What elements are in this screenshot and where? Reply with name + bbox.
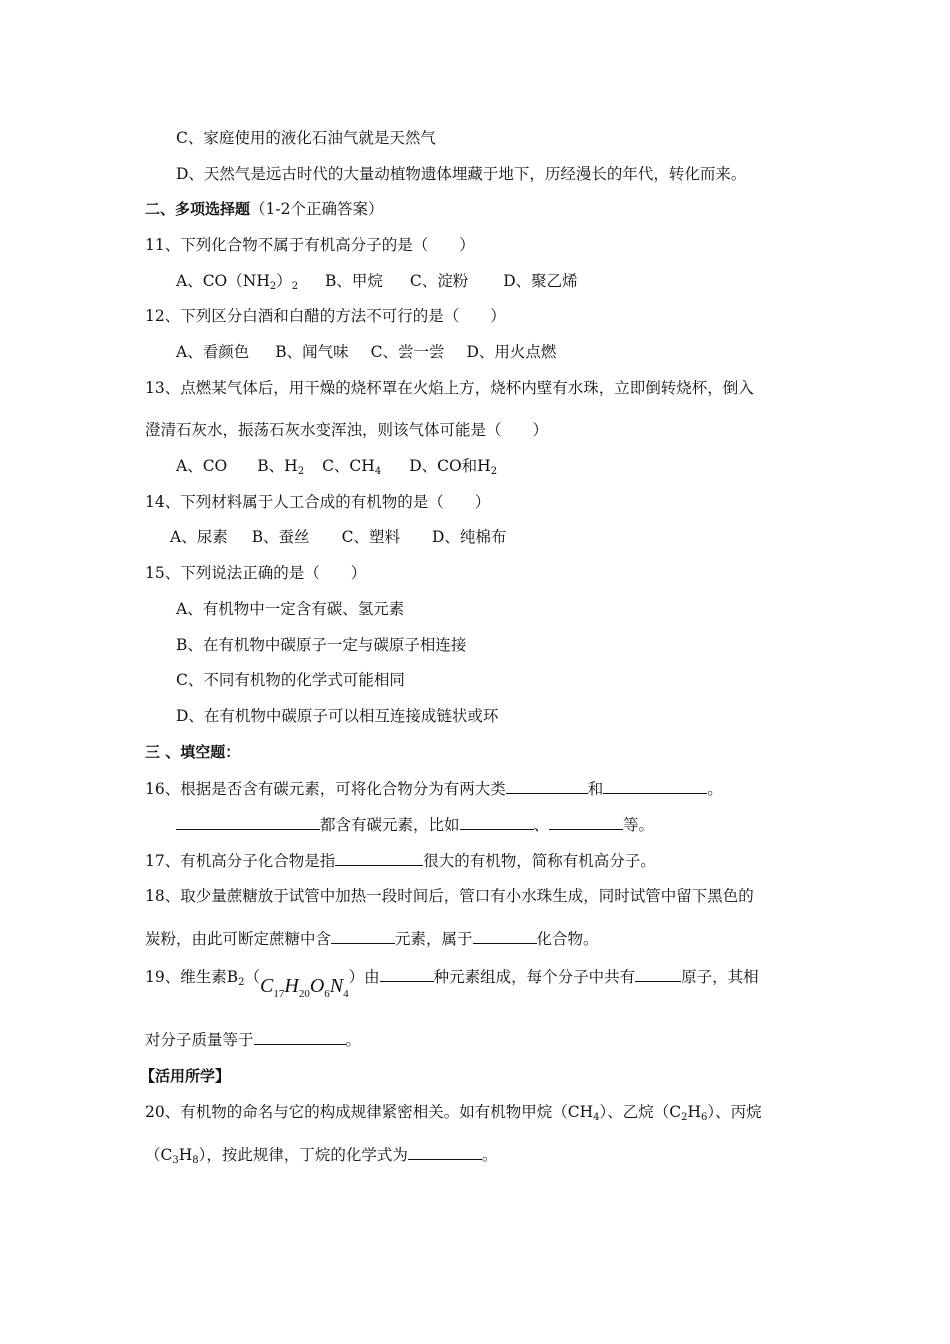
q14-option-d: D、纯棉布: [431, 528, 507, 546]
q16-blank-5[interactable]: [549, 814, 623, 830]
q17-text-1: 17、有机高分子化合物是指: [145, 852, 336, 870]
q13-option-d-sub: 2: [490, 466, 498, 477]
q13-option-b-sub: 2: [297, 466, 305, 477]
option-d-line: D、天然气是远古时代的大量动植物遗体埋藏于地下，历经漫长的年代，转化而来。: [176, 165, 747, 183]
q14-option-a: A、尿素: [170, 528, 228, 546]
q20-text-5: （C: [145, 1146, 173, 1164]
q19-text-5: 原子，其相: [681, 968, 759, 986]
q15-option-a: A、有机物中一定含有碳、氢元素: [176, 600, 405, 618]
q13-option-d: D、CO和H: [409, 457, 491, 475]
q11-option-d: D、聚乙烯: [503, 272, 578, 290]
q18-blank-2[interactable]: [473, 928, 537, 944]
q18-blank-1[interactable]: [331, 928, 395, 944]
q20-text-7: ），按此规律，丁烷的化学式为: [198, 1146, 408, 1164]
q20-sub-c2: 2: [681, 1112, 688, 1123]
q16-text-5: 、: [533, 816, 550, 834]
section-3-title: 三 、填空题：: [145, 743, 241, 761]
q12-option-d: D、用火点燃: [466, 343, 557, 361]
q20-sub-h8: 8: [192, 1155, 199, 1166]
q19-text-3: ）由: [348, 968, 380, 986]
q20-text-1: 20、有机物的命名与它的构成规律紧密相关。如有机物甲烷（CH: [145, 1103, 594, 1121]
q16-blank-1[interactable]: [506, 778, 588, 794]
q16-text-2: 和: [587, 780, 604, 798]
question-13-line-2: 澄清石灰水，振荡石灰水变浑浊，则该气体可能是（ ）: [145, 421, 549, 439]
q19-blank-1[interactable]: [380, 966, 434, 982]
q16-text-6: 等。: [623, 816, 655, 834]
question-20-line-1: [145, 1102, 762, 1122]
q14-option-b: B、蚕丝: [251, 528, 310, 546]
question-16-line-2: [176, 814, 654, 835]
q16-text-3: 。: [707, 780, 723, 798]
question-18-line-2: [145, 928, 599, 949]
q14-option-c: C、塑料: [341, 528, 400, 546]
q20-blank[interactable]: [408, 1144, 482, 1160]
q20-text-4: ）、丙烷: [707, 1103, 762, 1121]
question-17: [145, 850, 656, 871]
q16-text-1: 16、根据是否含有碳元素，可将化合物分为有两大类: [145, 780, 506, 798]
q18-text-3: 化合物。: [536, 930, 599, 948]
section-4-title: 【活用所学】: [140, 1067, 231, 1085]
section-2-title: 二、多项选择题: [145, 200, 251, 218]
q19-text-4: 种元素组成，每个分子中共有: [433, 968, 636, 986]
q11-option-b: B、甲烷: [325, 272, 383, 290]
q19-b-sub: 2: [238, 977, 245, 988]
question-16-line-1: [145, 778, 723, 799]
question-11-options: [176, 271, 578, 291]
q13-option-c-sub: 4: [374, 466, 382, 477]
section-2-note: （1-2个正确答案）: [250, 200, 384, 218]
q20-text-2: ）、乙烷（C: [599, 1103, 682, 1121]
q13-option-a: A、CO: [176, 457, 228, 475]
q12-option-b: B、闻气味: [275, 343, 349, 361]
q11-option-a-end: ）: [276, 272, 292, 290]
q15-option-d: D、在有机物中碳原子可以相互连接成链状或环: [176, 707, 499, 725]
q20-sub-ch4: 4: [593, 1112, 600, 1123]
q19-text-6: 对分子质量等于: [145, 1031, 254, 1049]
q13-option-b: B、H: [257, 457, 298, 475]
q12-option-a: A、看颜色: [176, 343, 250, 361]
q19-text-1: 19、维生素B: [145, 968, 239, 986]
q20-text-8: 。: [481, 1146, 498, 1164]
question-14-options: [170, 527, 506, 547]
q13-option-c: C、CH: [322, 457, 375, 475]
q11-option-a-sub: 2: [269, 281, 277, 292]
q16-text-4: 都含有碳元素，比如: [320, 816, 460, 834]
q15-option-b: B、在有机物中碳原子一定与碳原子相连接: [176, 636, 467, 654]
q12-option-c: C、尝一尝: [370, 343, 445, 361]
q16-blank-2[interactable]: [603, 778, 707, 794]
question-18-line-1: 18、取少量蔗糖放于试管中加热一段时间后，管口有小水珠生成，同时试管中留下黑色的: [145, 887, 754, 905]
q19-blank-3[interactable]: [254, 1029, 346, 1045]
q18-text-1: 炭粉，由此可断定蔗糖中含: [145, 930, 332, 948]
q20-sub-c3: 3: [172, 1155, 179, 1166]
question-19-line-1: [145, 966, 759, 1000]
q20-text-3: H: [687, 1103, 702, 1121]
q20-text-6: H: [178, 1146, 193, 1164]
q16-blank-4[interactable]: [460, 814, 534, 830]
question-15: 15、下列说法正确的是（ ）: [145, 564, 367, 582]
q11-option-a: A、CO（NH: [176, 272, 270, 290]
vitamin-formula: $C_{17}H_{20}O_6N_4$: [260, 975, 349, 1000]
q11-option-c: C、淀粉: [409, 272, 469, 290]
question-13-options: [176, 456, 497, 476]
question-12: 12、下列区分白酒和白醋的方法不可行的是（ ）: [145, 307, 506, 325]
q19-text-7: 。: [345, 1031, 362, 1049]
q19-paren-open: （: [244, 968, 261, 986]
q18-text-2: 元素，属于: [395, 930, 473, 948]
question-12-options: [176, 342, 556, 362]
question-14: 14、下列材料属于人工合成的有机物的是（ ）: [145, 493, 491, 511]
option-c-line: C、家庭使用的液化石油气就是天然气: [176, 129, 436, 147]
question-11: 11、下列化合物不属于有机高分子的是（ ）: [145, 236, 475, 254]
question-13-line-1: 13、点燃某气体后，用干燥的烧杯罩在火焰上方，烧杯内壁有水珠，立即倒转烧杯，倒入: [145, 379, 754, 397]
q19-blank-2[interactable]: [635, 966, 681, 982]
q17-text-2: 很大的有机物，简称有机高分子。: [423, 852, 656, 870]
q17-blank[interactable]: [335, 850, 423, 866]
question-19-line-2: [145, 1029, 361, 1050]
section-2-heading: [145, 199, 383, 219]
q20-sub-h6: 6: [701, 1112, 708, 1123]
question-20-line-2: [145, 1144, 497, 1165]
q11-option-a-sub2: 2: [291, 281, 299, 292]
q16-blank-3[interactable]: [176, 814, 320, 830]
q15-option-c: C、不同有机物的化学式可能相同: [176, 671, 405, 689]
